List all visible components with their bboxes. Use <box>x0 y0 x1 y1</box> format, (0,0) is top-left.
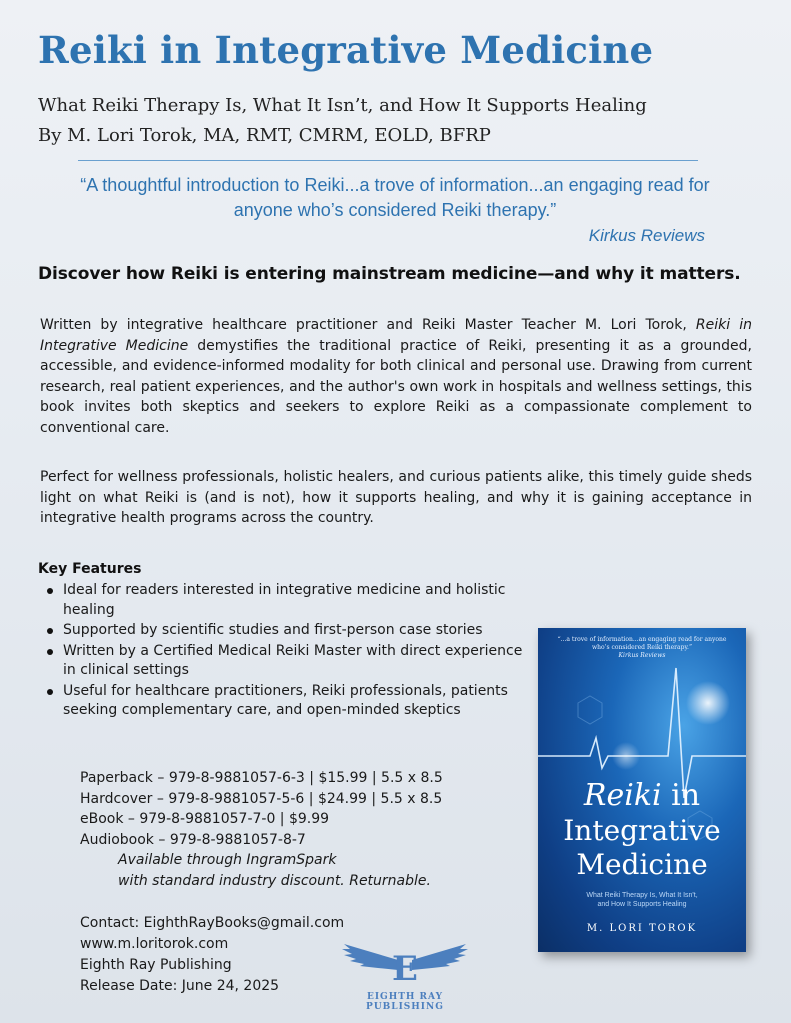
publisher-name: Eighth Ray Publishing <box>80 957 232 973</box>
format-list <box>80 768 443 891</box>
cover-quote <box>548 636 736 660</box>
contact-website: www.m.loritorok.com <box>80 936 229 952</box>
cover-title-lines <box>538 814 746 882</box>
contact-block <box>80 913 344 997</box>
cover-quote-text: “...a trove of information...an engaging read for anyone who’s considered Reiki therapy.” <box>557 636 727 651</box>
contact-email: Contact: EighthRayBooks@gmail.com <box>80 915 345 931</box>
cover-title-line-3: Medicine <box>576 848 708 881</box>
format-paperback: Paperback – 979-8-9881057-6-3 | $15.99 | 5.5 x 8.5 <box>80 770 443 786</box>
cover-title-line-1 <box>538 778 746 813</box>
logo-line-2: PUBLISHING <box>366 1002 444 1012</box>
cover-subtitle <box>538 891 746 909</box>
p1-text-start: Written by integrative healthcare practitioner and Reiki Master Teacher M. Lori Torok, <box>40 317 696 333</box>
logo-wordmark <box>340 992 470 1012</box>
availability-line-1: Available through IngramSpark <box>118 852 337 868</box>
key-features-list <box>38 581 538 722</box>
book-cover <box>538 628 746 952</box>
list-item: Written by a Certified Medical Reiki Master with direct experience in clinical settings <box>38 642 538 681</box>
p1-text-end: demystifies the traditional practice of Reiki, presenting it as a grounded, accessible, and evidence-informed modality for both clinical and personal use. Drawing from current research, real patient experiences, and the author's own work in hospitals and wellness settings, this book invites both skeptics and seekers to explore Reiki as a compassionate complement to conventional care. <box>40 337 752 436</box>
cover-title-in: in <box>671 778 701 813</box>
divider <box>78 160 698 161</box>
cover-author: M. LORI TOROK <box>586 923 698 934</box>
format-hardcover: Hardcover – 979-8-9881057-5-6 | $24.99 | 5.5 x 8.5 <box>80 790 443 807</box>
review-source: Kirkus Reviews <box>588 226 705 245</box>
logo-line-1: EIGHTH RAY <box>366 992 444 1002</box>
availability-line-2: with standard industry discount. Returnable. <box>118 872 431 889</box>
list-item: Supported by scientific studies and first-person case stories <box>38 621 538 641</box>
release-date: Release Date: June 24, 2025 <box>80 978 280 994</box>
format-ebook: eBook – 979-8-9881057-7-0 | $9.99 <box>80 811 330 827</box>
p1-book-title: Reiki in Integrative Medicine <box>40 317 752 354</box>
list-item: Ideal for readers interested in integrative medicine and holistic healing <box>38 581 538 620</box>
cover-quote-source: Kirkus Reviews <box>618 652 666 659</box>
description-paragraph-1 <box>40 315 752 438</box>
cover-title-reiki: Reiki <box>583 778 662 813</box>
review-quote: “A thoughtful introduction to Reiki...a trove of information...an engaging read for anyone who’s considered Reiki therapy.” <box>80 175 710 220</box>
page-title: Reiki in Integrative Medicine <box>38 28 654 72</box>
page-subtitle: What Reiki Therapy Is, What It Isn’t, and How It Supports Healing <box>38 95 647 116</box>
format-audiobook: Audiobook – 979-8-9881057-8-7 <box>80 831 306 848</box>
cover-subtitle-line-2: and How It Supports Healing <box>597 901 687 908</box>
key-features-title: Key Features <box>38 561 142 577</box>
author-byline: By M. Lori Torok, MA, RMT, CMRM, EOLD, BFRP <box>38 125 491 146</box>
wings-logo-icon <box>340 940 470 996</box>
cover-title-line-2: Integrative <box>563 814 721 847</box>
section-headline: Discover how Reiki is entering mainstream medicine—and why it matters. <box>38 264 741 284</box>
publisher-logo <box>340 940 470 1020</box>
cover-subtitle-line-1: What Reiki Therapy Is, What It Isn't, <box>586 892 698 899</box>
description-paragraph-2: Perfect for wellness professionals, holistic healers, and curious patients alike, this timely guide sheds light on what Reiki is (and is not), how it supports healing, and why it is gaining acceptance in integrative health programs across the country. <box>40 469 752 526</box>
list-item: Useful for healthcare practitioners, Reiki professionals, patients seeking complementary care, and open-minded skeptics <box>38 682 538 721</box>
logo-letter: E <box>392 949 418 989</box>
